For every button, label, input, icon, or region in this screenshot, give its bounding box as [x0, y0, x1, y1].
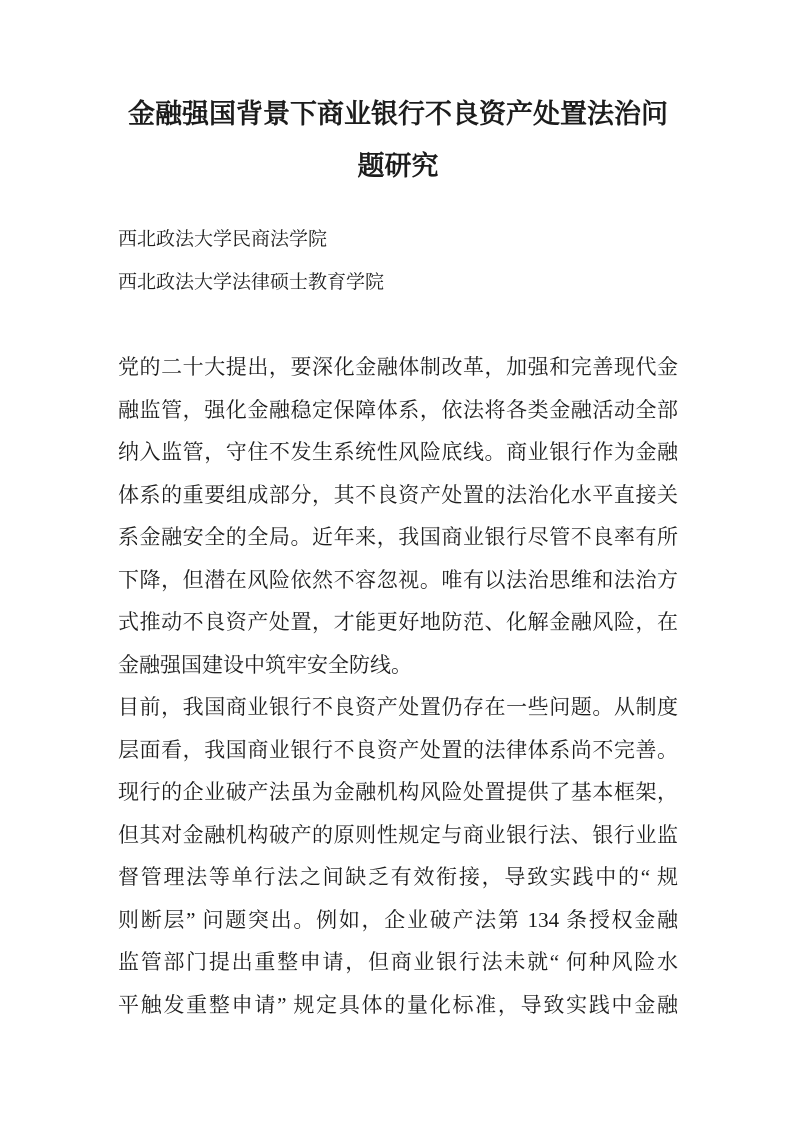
paragraph-2-line: 现行的企业破产法虽为金融机构风险处置提供了基本框架， [118, 780, 678, 804]
paragraph-2-line: 但其对金融机构破产的原则性规定与商业银行法、银行业监 [118, 822, 678, 847]
paragraph-2-line: 目前，我国商业银行不良资产处置仍存在一些问题。从制度 [118, 695, 678, 719]
affiliations-line: 西北政法大学民商法学院 [118, 229, 328, 250]
paragraph-1-line: 纳入监管，守住不发生系统性风险底线。商业银行作为金融 [118, 440, 678, 464]
document-body [118, 346, 678, 1026]
paragraph-1-line: 体系的重要组成部分，其不良资产处置的法治化水平直接关 [118, 482, 678, 507]
paragraph-2 [118, 686, 678, 1026]
paragraph-2-line: 平触发重整申请” 规定具体的量化标准，导致实践中金融 [118, 992, 678, 1017]
paragraph-1-line: 金融强国建设中筑牢安全防线。 [118, 652, 412, 677]
affiliations-line: 西北政法大学法律硕士教育学院 [118, 272, 385, 293]
text-column [118, 0, 678, 1026]
document-title [118, 0, 678, 192]
paragraph-1-line: 下降，但潜在风险依然不容忽视。唯有以法治思维和法治方 [118, 567, 678, 592]
paragraph-2-line: 层面看，我国商业银行不良资产处置的法律体系尚不完善。 [118, 737, 678, 762]
paragraph-1-line: 党的二十大提出，要深化金融体制改革，加强和完善现代金 [118, 355, 678, 379]
document-title-line: 题研究 [357, 151, 439, 181]
paragraph-1-line: 系金融安全的全局。近年来，我国商业银行尽管不良率有所 [118, 525, 678, 549]
paragraph-1 [118, 346, 678, 686]
document-title-line: 金融强国背景下商业银行不良资产处置法治问 [128, 99, 668, 129]
paragraph-2-line: 督管理法等单行法之间缺乏有效衔接，导致实践中的“ 规 [118, 865, 678, 889]
paragraph-1-line: 式推动不良资产处置，才能更好地防范、化解金融风险，在 [118, 610, 678, 634]
affiliations [118, 218, 678, 304]
paragraph-2-line: 监管部门提出重整申请，但商业银行法未就“ 何种风险水 [118, 950, 678, 974]
paragraph-1-line: 融监管，强化金融稳定保障体系，依法将各类金融活动全部 [118, 397, 678, 422]
paragraph-2-line: 则断层” 问题突出。例如，企业破产法第 134 条授权金融 [118, 907, 678, 932]
